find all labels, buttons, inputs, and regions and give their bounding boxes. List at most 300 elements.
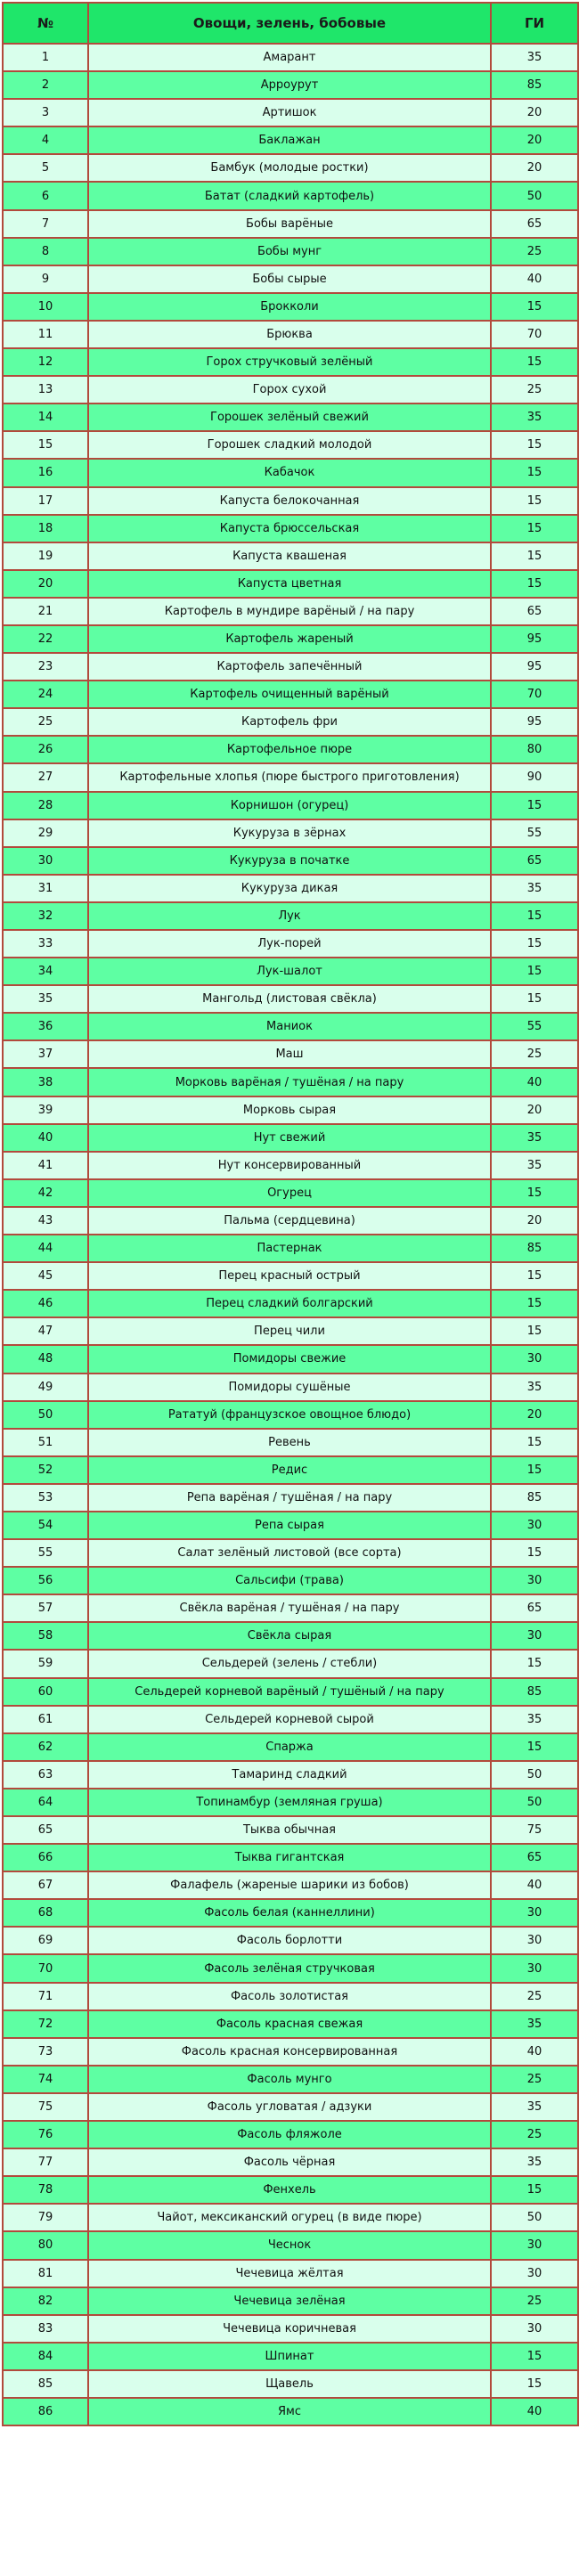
row-number-cell: 42 [3,1179,88,1207]
row-number-cell: 51 [3,1429,88,1456]
row-gi-cell: 85 [491,1235,578,1262]
row-name-cell: Фасоль мунго [88,2066,491,2093]
row-gi-cell: 15 [491,792,578,819]
row-gi-cell: 55 [491,819,578,847]
table-row [3,2038,578,2066]
row-name-cell: Салат зелёный листовой (все сорта) [88,1539,491,1567]
row-gi-cell: 20 [491,126,578,154]
row-name-cell: Брюква [88,321,491,348]
row-gi-cell: 25 [491,376,578,404]
row-name-cell: Фасоль борлотти [88,1927,491,1954]
table-header-row [3,3,578,44]
row-name-cell: Арроурут [88,71,491,99]
row-name-cell: Ямс [88,2398,491,2425]
header-number: № [3,3,88,44]
row-name-cell: Нут свежий [88,1124,491,1152]
row-number-cell: 57 [3,1594,88,1622]
row-number-cell: 10 [3,293,88,321]
row-number-cell: 69 [3,1927,88,1954]
row-number-cell: 30 [3,847,88,875]
row-gi-cell: 15 [491,348,578,376]
table-row [3,985,578,1013]
row-name-cell: Фасоль белая (каннеллини) [88,1899,491,1927]
row-name-cell: Фасоль золотистая [88,1983,491,2010]
row-gi-cell: 15 [491,1290,578,1317]
row-name-cell: Маниок [88,1013,491,1040]
row-name-cell: Кабачок [88,459,491,486]
row-name-cell: Пастернак [88,1235,491,1262]
row-gi-cell: 30 [491,2315,578,2343]
row-number-cell: 25 [3,708,88,736]
row-gi-cell: 25 [491,238,578,265]
row-number-cell: 49 [3,1374,88,1401]
row-gi-cell: 35 [491,1152,578,1179]
table-row [3,1179,578,1207]
row-name-cell: Баклажан [88,126,491,154]
table-row [3,1290,578,1317]
row-gi-cell: 35 [491,404,578,431]
row-number-cell: 60 [3,1678,88,1706]
row-name-cell: Горох стручковый зелёный [88,348,491,376]
table-row [3,958,578,985]
row-name-cell: Сальсифи (трава) [88,1567,491,1594]
row-name-cell: Рататуй (французское овощное блюдо) [88,1401,491,1429]
row-gi-cell: 30 [491,1899,578,1927]
table-row [3,99,578,126]
row-name-cell: Брокколи [88,293,491,321]
row-number-cell: 83 [3,2315,88,2343]
table-row [3,2287,578,2315]
row-name-cell: Картофель в мундире варёный / на пару [88,598,491,625]
row-name-cell: Фасоль угловатая / адзуки [88,2093,491,2121]
row-number-cell: 1 [3,44,88,71]
row-number-cell: 81 [3,2260,88,2287]
row-name-cell: Свёкла сырая [88,1622,491,1650]
row-number-cell: 7 [3,210,88,238]
row-name-cell: Капуста квашеная [88,542,491,570]
row-gi-cell: 75 [491,1816,578,1844]
row-gi-cell: 30 [491,1512,578,1539]
row-gi-cell: 30 [491,1954,578,1982]
row-number-cell: 31 [3,875,88,902]
row-number-cell: 50 [3,1401,88,1429]
row-gi-cell: 30 [491,1622,578,1650]
row-name-cell: Кукуруза в зёрнах [88,819,491,847]
row-gi-cell: 95 [491,625,578,653]
row-gi-cell: 40 [491,1871,578,1899]
row-gi-cell: 95 [491,653,578,681]
row-gi-cell: 35 [491,2010,578,2038]
row-name-cell: Картофель фри [88,708,491,736]
row-number-cell: 5 [3,154,88,182]
table-row [3,1456,578,1484]
table-row [3,2148,578,2176]
row-gi-cell: 55 [491,1013,578,1040]
table-row [3,515,578,542]
table-row [3,265,578,293]
glycemic-index-table [2,2,579,2426]
row-number-cell: 23 [3,653,88,681]
row-name-cell: Картофельное пюре [88,736,491,763]
row-number-cell: 43 [3,1207,88,1235]
row-number-cell: 4 [3,126,88,154]
row-gi-cell: 20 [491,1401,578,1429]
table-row [3,1040,578,1068]
row-gi-cell: 35 [491,2093,578,2121]
row-number-cell: 63 [3,1761,88,1789]
row-name-cell: Чеснок [88,2231,491,2259]
table-row [3,1594,578,1622]
row-number-cell: 77 [3,2148,88,2176]
row-name-cell: Нут консервированный [88,1152,491,1179]
row-gi-cell: 95 [491,708,578,736]
row-name-cell: Сельдерей корневой сырой [88,1706,491,1733]
row-name-cell: Тыква обычная [88,1816,491,1844]
table-row [3,376,578,404]
row-gi-cell: 35 [491,1124,578,1152]
row-name-cell: Лук [88,902,491,930]
row-gi-cell: 15 [491,515,578,542]
row-gi-cell: 15 [491,431,578,459]
row-name-cell: Картофель жареный [88,625,491,653]
table-row [3,1899,578,1927]
header-gi: ГИ [491,3,578,44]
row-number-cell: 6 [3,182,88,209]
row-gi-cell: 80 [491,736,578,763]
row-number-cell: 74 [3,2066,88,2093]
row-number-cell: 41 [3,1152,88,1179]
table-row [3,653,578,681]
row-number-cell: 32 [3,902,88,930]
row-gi-cell: 30 [491,1927,578,1954]
row-gi-cell: 15 [491,985,578,1013]
row-name-cell: Ревень [88,1429,491,1456]
table-row [3,1871,578,1899]
row-gi-cell: 20 [491,154,578,182]
table-row [3,404,578,431]
table-row [3,2093,578,2121]
table-row [3,2010,578,2038]
row-number-cell: 54 [3,1512,88,1539]
table-row [3,2370,578,2398]
table-row [3,1345,578,1373]
table-row [3,1844,578,1871]
row-number-cell: 52 [3,1456,88,1484]
row-gi-cell: 20 [491,1096,578,1124]
table-row [3,1650,578,1677]
row-gi-cell: 65 [491,1844,578,1871]
table-row [3,71,578,99]
row-gi-cell: 65 [491,210,578,238]
row-number-cell: 75 [3,2093,88,2121]
row-number-cell: 58 [3,1622,88,1650]
row-name-cell: Батат (сладкий картофель) [88,182,491,209]
row-gi-cell: 25 [491,2066,578,2093]
row-gi-cell: 15 [491,1456,578,1484]
row-gi-cell: 20 [491,1207,578,1235]
row-name-cell: Тыква гигантская [88,1844,491,1871]
table-row [3,1207,578,1235]
row-number-cell: 12 [3,348,88,376]
row-gi-cell: 15 [491,2176,578,2204]
row-number-cell: 85 [3,2370,88,2398]
table-row [3,1816,578,1844]
table-row [3,1262,578,1290]
row-name-cell: Фасоль красная консервированная [88,2038,491,2066]
row-gi-cell: 40 [491,2398,578,2425]
table-row [3,1983,578,2010]
row-name-cell: Горошек зелёный свежий [88,404,491,431]
table-row [3,2315,578,2343]
table-row [3,792,578,819]
row-name-cell: Фасоль фляжоле [88,2121,491,2148]
row-name-cell: Тамаринд сладкий [88,1761,491,1789]
row-name-cell: Пальма (сердцевина) [88,1207,491,1235]
row-gi-cell: 15 [491,2370,578,2398]
table-row [3,2231,578,2259]
row-gi-cell: 90 [491,763,578,791]
row-gi-cell: 40 [491,265,578,293]
row-name-cell: Свёкла варёная / тушёная / на пару [88,1594,491,1622]
table-body [3,44,578,2425]
row-name-cell: Перец чили [88,1317,491,1345]
row-number-cell: 65 [3,1816,88,1844]
row-number-cell: 8 [3,238,88,265]
table-row [3,1068,578,1096]
table-row [3,1512,578,1539]
table-row [3,1954,578,1982]
row-number-cell: 72 [3,2010,88,2038]
row-number-cell: 56 [3,1567,88,1594]
row-number-cell: 82 [3,2287,88,2315]
row-number-cell: 37 [3,1040,88,1068]
table-row [3,1429,578,1456]
row-name-cell: Морковь варёная / тушёная / на пару [88,1068,491,1096]
table-row [3,487,578,515]
row-gi-cell: 25 [491,2121,578,2148]
table-row [3,763,578,791]
row-name-cell: Перец сладкий болгарский [88,1290,491,1317]
row-name-cell: Бобы сырые [88,265,491,293]
table-row [3,1761,578,1789]
row-name-cell: Бамбук (молодые ростки) [88,154,491,182]
row-name-cell: Капуста брюссельская [88,515,491,542]
table-row [3,321,578,348]
table-row [3,1484,578,1512]
table-row [3,708,578,736]
row-gi-cell: 15 [491,1262,578,1290]
table-row [3,1401,578,1429]
row-name-cell: Амарант [88,44,491,71]
row-gi-cell: 30 [491,2231,578,2259]
row-number-cell: 46 [3,1290,88,1317]
table-row [3,431,578,459]
table-row [3,1013,578,1040]
table-row [3,1317,578,1345]
row-name-cell: Фасоль зелёная стручковая [88,1954,491,1982]
table-row [3,2204,578,2231]
table-row [3,459,578,486]
row-name-cell: Чечевица жёлтая [88,2260,491,2287]
row-gi-cell: 25 [491,2287,578,2315]
table-row [3,1539,578,1567]
row-gi-cell: 15 [491,1733,578,1761]
table-row [3,2176,578,2204]
row-name-cell: Огурец [88,1179,491,1207]
row-number-cell: 59 [3,1650,88,1677]
row-number-cell: 21 [3,598,88,625]
row-name-cell: Капуста белокочанная [88,487,491,515]
row-name-cell: Чечевица коричневая [88,2315,491,2343]
row-gi-cell: 35 [491,1374,578,1401]
row-gi-cell: 65 [491,847,578,875]
row-name-cell: Спаржа [88,1733,491,1761]
table-row [3,2398,578,2425]
table-row [3,238,578,265]
row-number-cell: 47 [3,1317,88,1345]
row-gi-cell: 15 [491,1179,578,1207]
row-gi-cell: 15 [491,1650,578,1677]
row-number-cell: 70 [3,1954,88,1982]
row-name-cell: Горошек сладкий молодой [88,431,491,459]
row-name-cell: Капуста цветная [88,570,491,598]
row-name-cell: Помидоры свежие [88,1345,491,1373]
row-gi-cell: 15 [491,487,578,515]
row-number-cell: 16 [3,459,88,486]
row-name-cell: Картофель очищенный варёный [88,681,491,708]
table-row [3,875,578,902]
table-row [3,902,578,930]
row-gi-cell: 25 [491,1040,578,1068]
table-row [3,1789,578,1816]
table-row [3,1733,578,1761]
row-gi-cell: 40 [491,2038,578,2066]
row-number-cell: 66 [3,1844,88,1871]
row-name-cell: Картофель запечённый [88,653,491,681]
row-gi-cell: 15 [491,2343,578,2370]
row-number-cell: 19 [3,542,88,570]
table-row [3,2066,578,2093]
row-gi-cell: 30 [491,1567,578,1594]
row-number-cell: 22 [3,625,88,653]
row-number-cell: 39 [3,1096,88,1124]
row-gi-cell: 15 [491,293,578,321]
table-row [3,154,578,182]
row-gi-cell: 85 [491,71,578,99]
row-gi-cell: 30 [491,2260,578,2287]
row-number-cell: 55 [3,1539,88,1567]
row-name-cell: Мангольд (листовая свёкла) [88,985,491,1013]
header-name: Овощи, зелень, бобовые [88,3,491,44]
row-name-cell: Чайот, мексиканский огурец (в виде пюре) [88,2204,491,2231]
row-name-cell: Щавель [88,2370,491,2398]
row-number-cell: 76 [3,2121,88,2148]
row-name-cell: Морковь сырая [88,1096,491,1124]
row-number-cell: 53 [3,1484,88,1512]
row-number-cell: 27 [3,763,88,791]
row-gi-cell: 70 [491,681,578,708]
row-gi-cell: 15 [491,459,578,486]
row-number-cell: 45 [3,1262,88,1290]
row-gi-cell: 20 [491,99,578,126]
table-row [3,681,578,708]
table-row [3,293,578,321]
table-row [3,2121,578,2148]
row-number-cell: 9 [3,265,88,293]
row-number-cell: 68 [3,1899,88,1927]
table-row [3,1124,578,1152]
row-number-cell: 44 [3,1235,88,1262]
row-number-cell: 62 [3,1733,88,1761]
table-row [3,1678,578,1706]
row-name-cell: Чечевица зелёная [88,2287,491,2315]
table-row [3,2343,578,2370]
row-name-cell: Фасоль чёрная [88,2148,491,2176]
row-gi-cell: 85 [491,1484,578,1512]
row-number-cell: 36 [3,1013,88,1040]
row-number-cell: 24 [3,681,88,708]
row-number-cell: 35 [3,985,88,1013]
row-number-cell: 48 [3,1345,88,1373]
table-row [3,348,578,376]
table-row [3,44,578,71]
row-name-cell: Фалафель (жареные шарики из бобов) [88,1871,491,1899]
row-number-cell: 29 [3,819,88,847]
row-number-cell: 71 [3,1983,88,2010]
row-number-cell: 86 [3,2398,88,2425]
row-number-cell: 40 [3,1124,88,1152]
row-number-cell: 20 [3,570,88,598]
row-name-cell: Перец красный острый [88,1262,491,1290]
table-row [3,210,578,238]
table-row [3,570,578,598]
row-gi-cell: 40 [491,1068,578,1096]
table-row [3,1622,578,1650]
row-gi-cell: 15 [491,542,578,570]
row-name-cell: Топинамбур (земляная груша) [88,1789,491,1816]
row-name-cell: Фасоль красная свежая [88,2010,491,2038]
table-row [3,930,578,958]
row-name-cell: Маш [88,1040,491,1068]
table-row [3,847,578,875]
table-row [3,1235,578,1262]
table-row [3,1706,578,1733]
table-row [3,598,578,625]
row-number-cell: 80 [3,2231,88,2259]
table-row [3,1096,578,1124]
row-gi-cell: 15 [491,902,578,930]
row-gi-cell: 70 [491,321,578,348]
row-number-cell: 78 [3,2176,88,2204]
row-gi-cell: 35 [491,875,578,902]
row-number-cell: 79 [3,2204,88,2231]
row-gi-cell: 15 [491,1539,578,1567]
row-number-cell: 11 [3,321,88,348]
table-row [3,1567,578,1594]
row-number-cell: 14 [3,404,88,431]
row-gi-cell: 35 [491,44,578,71]
table-row [3,736,578,763]
row-number-cell: 13 [3,376,88,404]
row-name-cell: Репа варёная / тушёная / на пару [88,1484,491,1512]
row-gi-cell: 30 [491,1345,578,1373]
row-number-cell: 61 [3,1706,88,1733]
row-name-cell: Репа сырая [88,1512,491,1539]
row-number-cell: 18 [3,515,88,542]
row-gi-cell: 15 [491,930,578,958]
row-gi-cell: 15 [491,1317,578,1345]
row-name-cell: Лук-порей [88,930,491,958]
